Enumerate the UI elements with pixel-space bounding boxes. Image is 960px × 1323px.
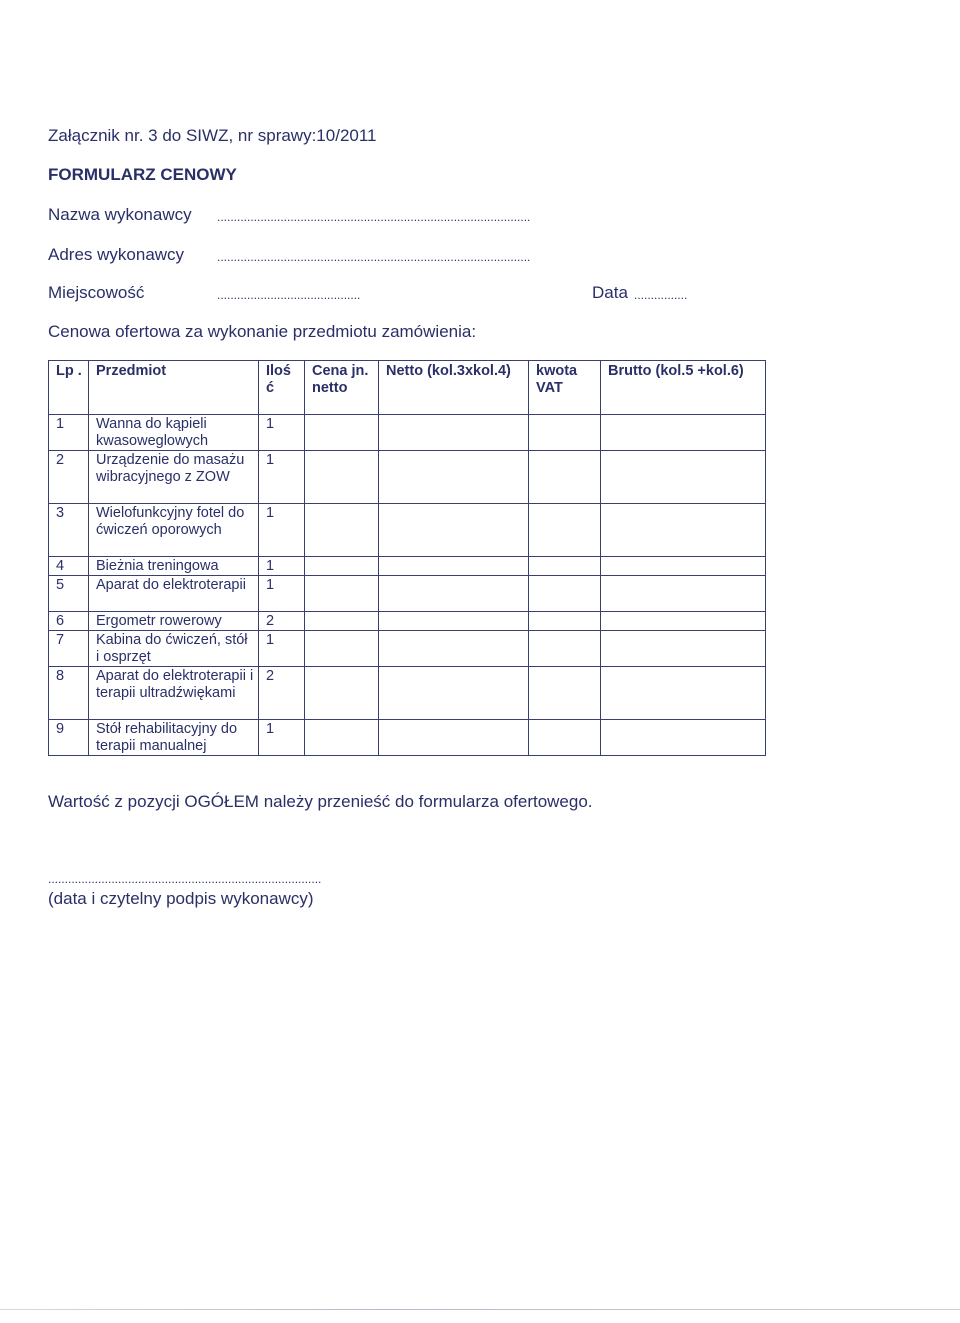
header-vat: kwota VAT [529,361,601,415]
cell-unit-price[interactable] [305,667,379,720]
cell-lp: 8 [49,667,89,720]
date-label: Data [592,283,628,302]
cell-gross[interactable] [601,667,766,720]
cell-lp: 2 [49,451,89,504]
cell-vat[interactable] [529,557,601,576]
cell-vat[interactable] [529,631,601,667]
table-header-row [49,361,766,415]
place-label: Miejscowość [48,283,145,302]
cell-quantity: 1 [259,576,305,612]
cell-quantity: 2 [259,667,305,720]
cell-unit-price[interactable] [305,504,379,557]
cell-lp: 9 [49,720,89,756]
cell-item: Aparat do elektroterapii [89,576,259,612]
cell-vat[interactable] [529,504,601,557]
contractor-name-field[interactable]: .............................................................................................. [217,210,531,224]
cell-vat[interactable] [529,612,601,631]
cell-item: Wielofunkcyjny fotel do ćwiczeń oporowych [89,504,259,557]
table-row [49,504,766,557]
table-row [49,576,766,612]
table-row [49,667,766,720]
cell-vat[interactable] [529,720,601,756]
cell-lp: 3 [49,504,89,557]
cell-item: Ergometr rowerowy [89,612,259,631]
cell-unit-price[interactable] [305,415,379,451]
header-net: Netto (kol.3xkol.4) [379,361,529,415]
table-row [49,612,766,631]
cell-vat[interactable] [529,576,601,612]
cell-unit-price[interactable] [305,612,379,631]
cell-net[interactable] [379,415,529,451]
cell-net[interactable] [379,631,529,667]
cell-gross[interactable] [601,631,766,667]
cell-unit-price[interactable] [305,576,379,612]
cell-gross[interactable] [601,451,766,504]
signature-label: (data i czytelny podpis wykonawcy) [48,889,314,908]
page-edge-line [0,1309,960,1310]
contractor-address-field[interactable]: .............................................................................................. [217,250,531,264]
cell-net[interactable] [379,667,529,720]
cell-quantity: 1 [259,631,305,667]
cell-item: Bieżnia treningowa [89,557,259,576]
cell-vat[interactable] [529,415,601,451]
cell-lp: 7 [49,631,89,667]
signature-field[interactable]: .................................................................................. [48,872,322,886]
instruction-note: Wartość z pozycji OGÓŁEM należy przenieść do formularza ofertowego. [48,792,593,811]
cell-net[interactable] [379,504,529,557]
cell-quantity: 1 [259,451,305,504]
cell-gross[interactable] [601,720,766,756]
cell-net[interactable] [379,451,529,504]
cell-item: Aparat do elektroterapii i terapii ultradźwiękami [89,667,259,720]
cell-lp: 6 [49,612,89,631]
table-row [49,631,766,667]
cell-item: Kabina do ćwiczeń, stół i osprzęt [89,631,259,667]
cell-item: Stół rehabilitacyjny do terapii manualnej [89,720,259,756]
intro-text: Cenowa ofertowa za wykonanie przedmiotu zamówienia: [48,322,477,341]
cell-net[interactable] [379,612,529,631]
header-gross: Brutto (kol.5 +kol.6) [601,361,766,415]
cell-gross[interactable] [601,576,766,612]
cell-quantity: 2 [259,612,305,631]
cell-quantity: 1 [259,557,305,576]
date-field[interactable]: ................ [634,288,688,302]
cell-gross[interactable] [601,612,766,631]
document-reference: Załącznik nr. 3 do SIWZ, nr sprawy:10/2011 [48,126,377,145]
cell-quantity: 1 [259,415,305,451]
cell-unit-price[interactable] [305,557,379,576]
header-unit-price: Cena jn. netto [305,361,379,415]
form-title: FORMULARZ CENOWY [48,165,237,184]
table-row [49,557,766,576]
cell-unit-price[interactable] [305,451,379,504]
table-row [49,415,766,451]
cell-lp: 1 [49,415,89,451]
place-field[interactable]: ........................................... [217,288,361,302]
cell-unit-price[interactable] [305,631,379,667]
cell-net[interactable] [379,576,529,612]
cell-net[interactable] [379,557,529,576]
cell-gross[interactable] [601,557,766,576]
cell-item: Urządzenie do masażu wibracyjnego z ZOW [89,451,259,504]
price-table [48,360,766,756]
header-quantity: Iloś ć [259,361,305,415]
cell-item: Wanna do kąpieli kwasoweglowych [89,415,259,451]
table-row [49,451,766,504]
table-row [49,720,766,756]
cell-vat[interactable] [529,667,601,720]
header-lp: Lp . [49,361,89,415]
cell-quantity: 1 [259,720,305,756]
header-item: Przedmiot [89,361,259,415]
cell-unit-price[interactable] [305,720,379,756]
cell-net[interactable] [379,720,529,756]
contractor-name-label: Nazwa wykonawcy [48,205,192,224]
cell-gross[interactable] [601,504,766,557]
contractor-address-label: Adres wykonawcy [48,245,185,264]
cell-lp: 4 [49,557,89,576]
cell-quantity: 1 [259,504,305,557]
cell-vat[interactable] [529,451,601,504]
cell-lp: 5 [49,576,89,612]
cell-gross[interactable] [601,415,766,451]
